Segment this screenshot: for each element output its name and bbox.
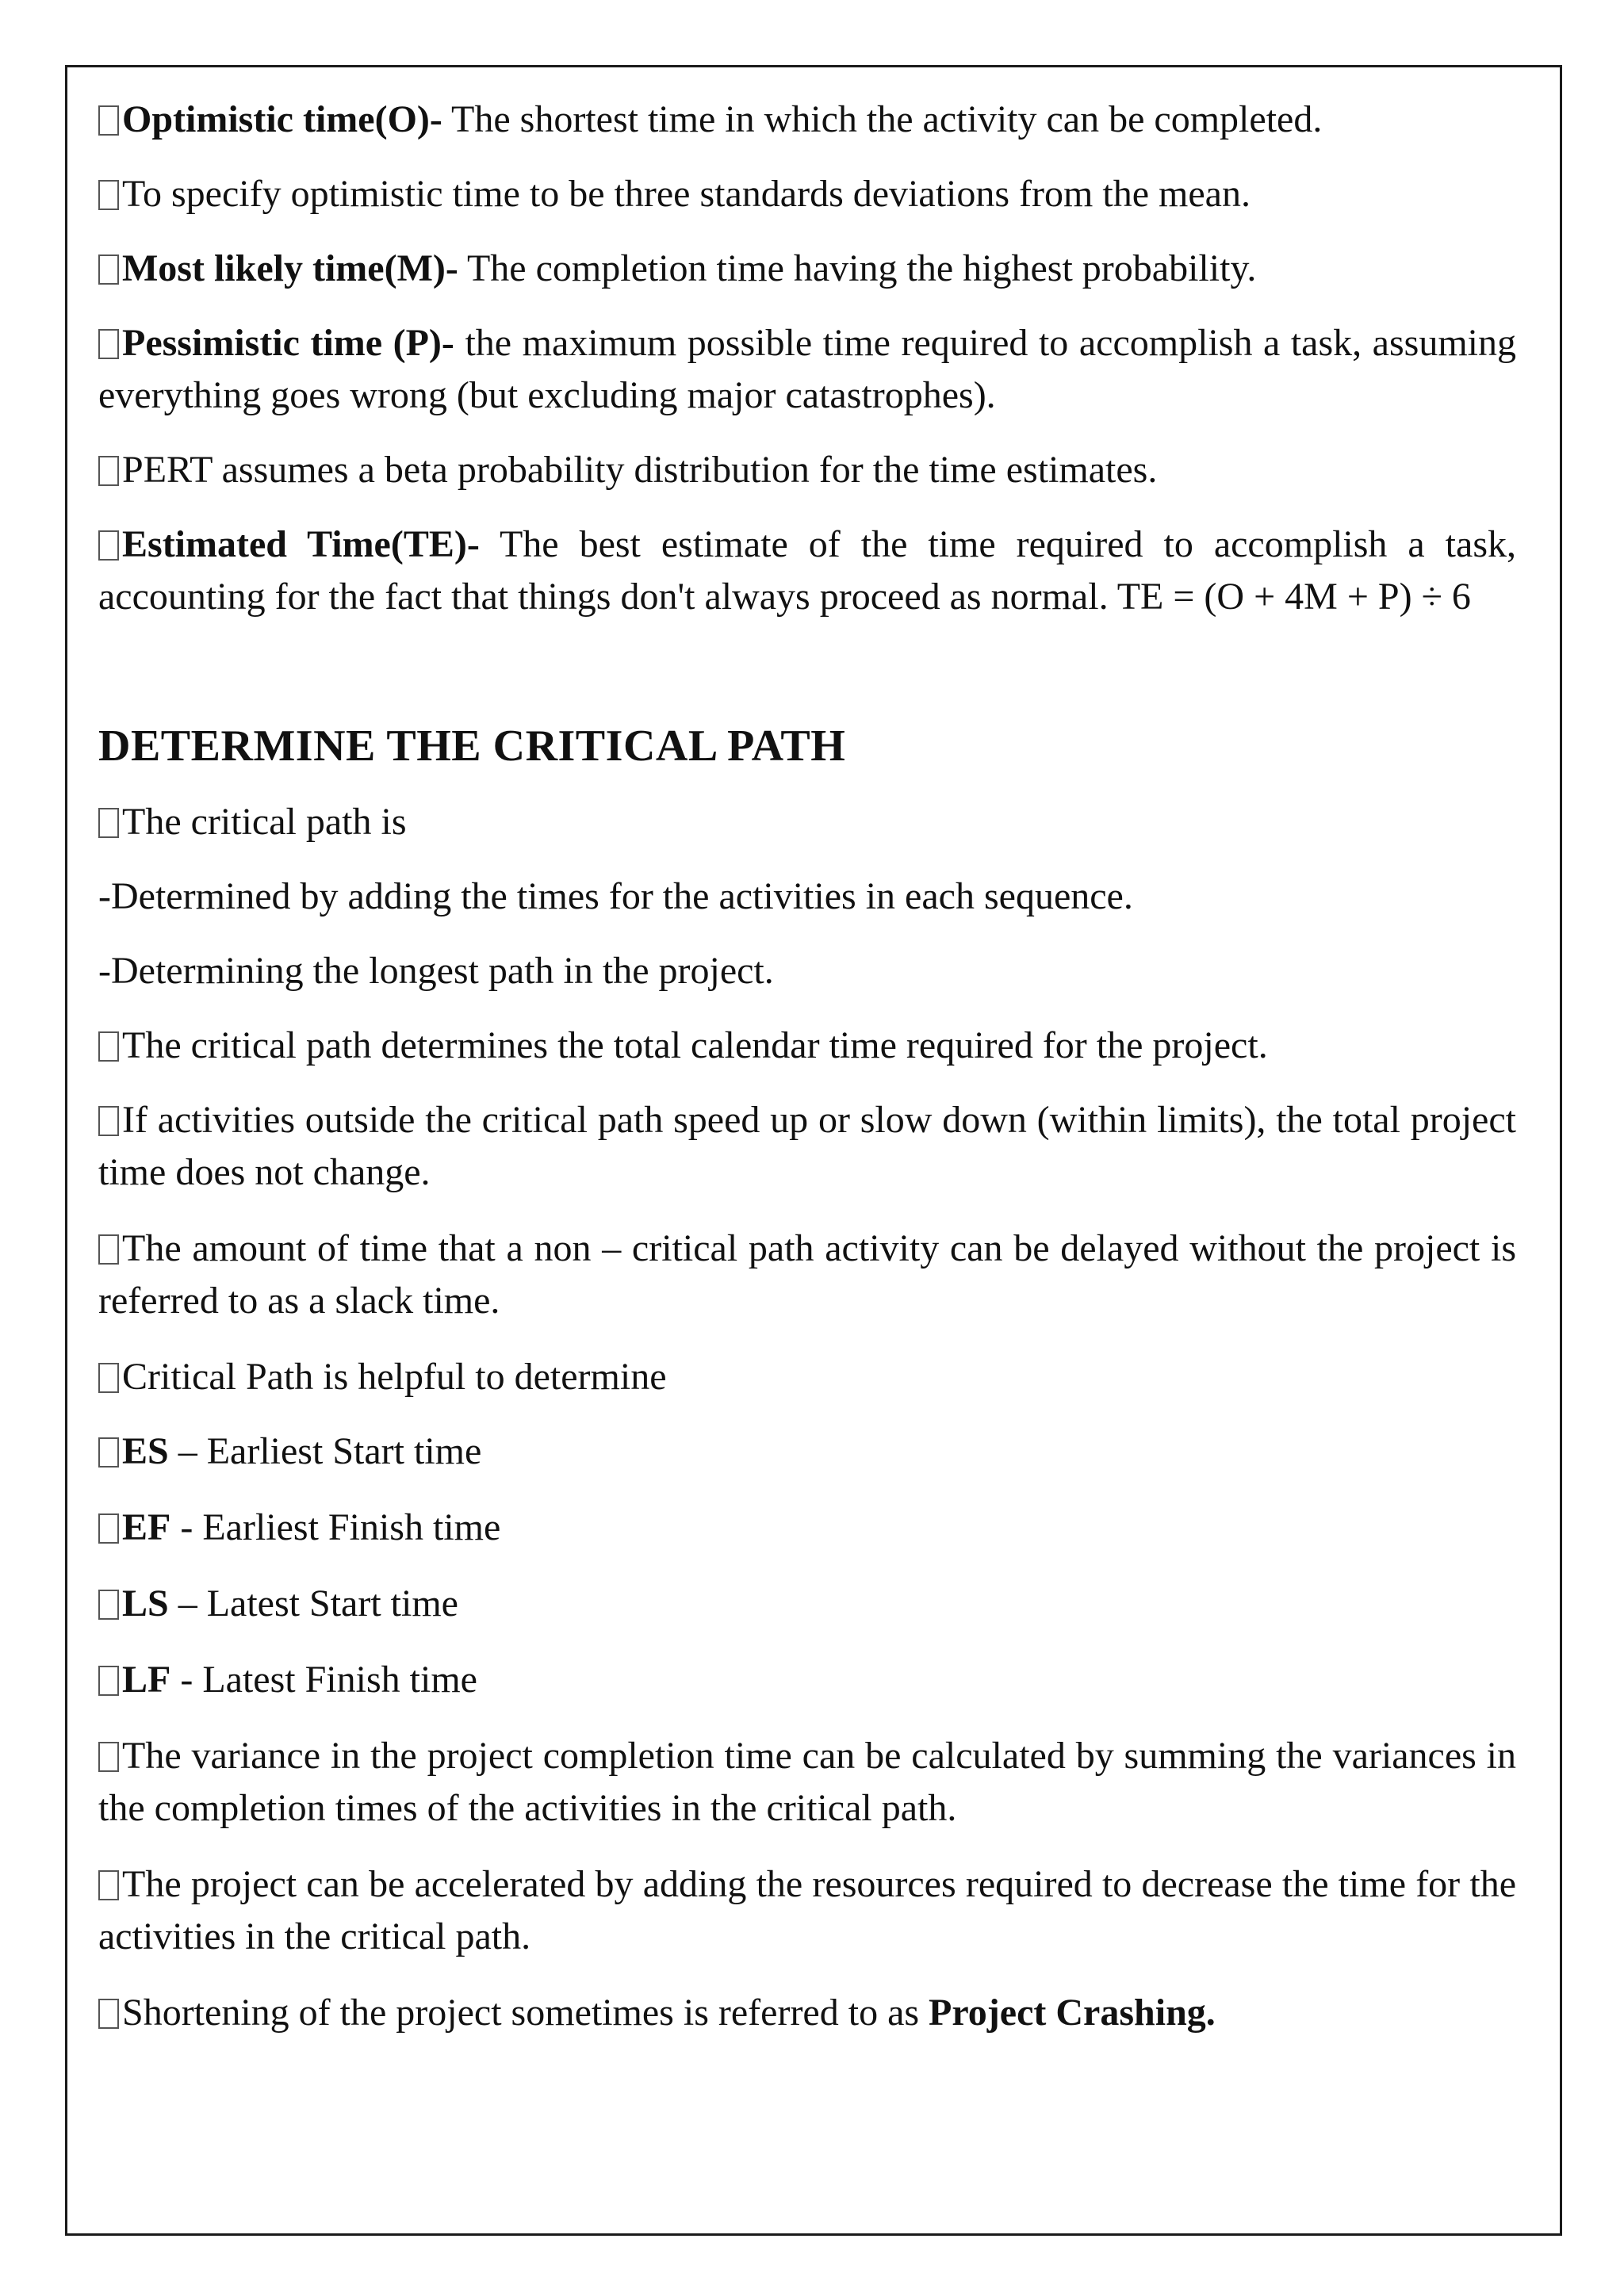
bullet-text: The shortest time in which the activity can be completed. [442, 98, 1323, 140]
bullet-text: The amount of time that a non – critical path activity can be delayed without the project is referred to as a slack time. [98, 1227, 1516, 1322]
dash-item: -Determined by adding the times for the activities in each sequence. [98, 875, 1133, 917]
bullet-text: The completion time having the highest probability. [458, 247, 1257, 289]
bullet-icon [98, 105, 119, 136]
bullet-text: the maximum possible time required to accomplish a task, assuming everything goes wrong (but excluding major catastrophes). [98, 322, 1517, 416]
estimated-time-bullet [98, 519, 1516, 623]
bullet-text: The critical path is [122, 801, 407, 843]
bullet-text: The variance in the project completion time can be calculated by summing the variances in the completion times of the activities in the critical path. [98, 1735, 1516, 1829]
bullet-text: Critical Path is helpful to determine [122, 1356, 667, 1398]
term-text: – Latest Start time [168, 1582, 458, 1624]
term-abbr: EF [122, 1506, 171, 1548]
crashing-point [98, 1987, 1516, 2039]
bullet-icon [98, 1513, 119, 1544]
critical-path-intro [98, 796, 1516, 848]
term-text: - Earliest Finish time [170, 1506, 501, 1548]
term-lf [98, 1654, 1516, 1706]
bullet-text: The project can be accelerated by adding the resources required to decrease the time for the activities in the critical path. [98, 1863, 1516, 1957]
section-heading: DETERMINE THE CRITICAL PATH [98, 721, 846, 771]
bullet-icon [98, 1031, 119, 1062]
bullet-text: If activities outside the critical path speed up or slow down (within limits), the total project time does not change. [98, 1099, 1516, 1193]
bullet-text: PERT assumes a beta probability distribution for the time estimates. [122, 449, 1158, 491]
dash-item: -Determining the longest path in the project. [98, 950, 774, 992]
bullet-icon [98, 329, 119, 359]
bullet-term: Pessimistic time (P)- [122, 322, 454, 364]
bullet-icon [98, 1234, 119, 1265]
term-ls [98, 1578, 1516, 1630]
bullet-icon [98, 1742, 119, 1772]
optimistic-deviation-bullet [98, 168, 1516, 220]
optimistic-time-bullet [98, 94, 1516, 146]
bullet-icon [98, 1590, 119, 1620]
term-ef [98, 1502, 1516, 1554]
critical-path-point [98, 1094, 1516, 1199]
bullet-term: Estimated Time(TE)- [122, 523, 480, 565]
bullet-icon [98, 530, 119, 561]
document-body [98, 94, 1516, 2039]
bullet-icon [98, 1437, 119, 1468]
bullet-icon [98, 180, 119, 210]
bullet-icon [98, 1363, 119, 1393]
critical-path-point [98, 1223, 1516, 1327]
term-text: - Latest Finish time [170, 1659, 477, 1701]
bullet-icon [98, 808, 119, 838]
bullet-text: The critical path determines the total calendar time required for the project. [122, 1024, 1268, 1066]
bullet-text: Shortening of the project sometimes is referred to as [122, 1992, 929, 2034]
critical-path-point [98, 1351, 1516, 1403]
term-abbr: ES [122, 1430, 169, 1472]
critical-path-point [98, 1020, 1516, 1072]
project-crashing-term: Project Crashing. [929, 1992, 1216, 2034]
pert-beta-bullet [98, 444, 1516, 496]
pessimistic-time-bullet [98, 317, 1516, 422]
most-likely-time-bullet [98, 243, 1516, 295]
term-text: – Earliest Start time [168, 1430, 482, 1472]
bullet-icon [98, 1999, 119, 2029]
term-abbr: LF [122, 1659, 171, 1701]
term-es [98, 1425, 1516, 1478]
bullet-text: The best estimate of the time required to accomplish a task, accounting for the fact that things don't always proceed as normal. TE = (O + 4M + P) ÷ 6 [98, 523, 1517, 618]
acceleration-point [98, 1858, 1516, 1963]
bullet-icon [98, 456, 119, 486]
bullet-icon [98, 1870, 119, 1900]
bullet-text: To specify optimistic time to be three standards deviations from the mean. [122, 173, 1251, 215]
variance-point [98, 1730, 1516, 1835]
bullet-icon [98, 1106, 119, 1136]
bullet-term: Optimistic time(O)- [122, 98, 442, 140]
bullet-icon [98, 1666, 119, 1696]
bullet-icon [98, 254, 119, 285]
term-abbr: LS [122, 1582, 169, 1624]
bullet-term: Most likely time(M)- [122, 247, 458, 289]
